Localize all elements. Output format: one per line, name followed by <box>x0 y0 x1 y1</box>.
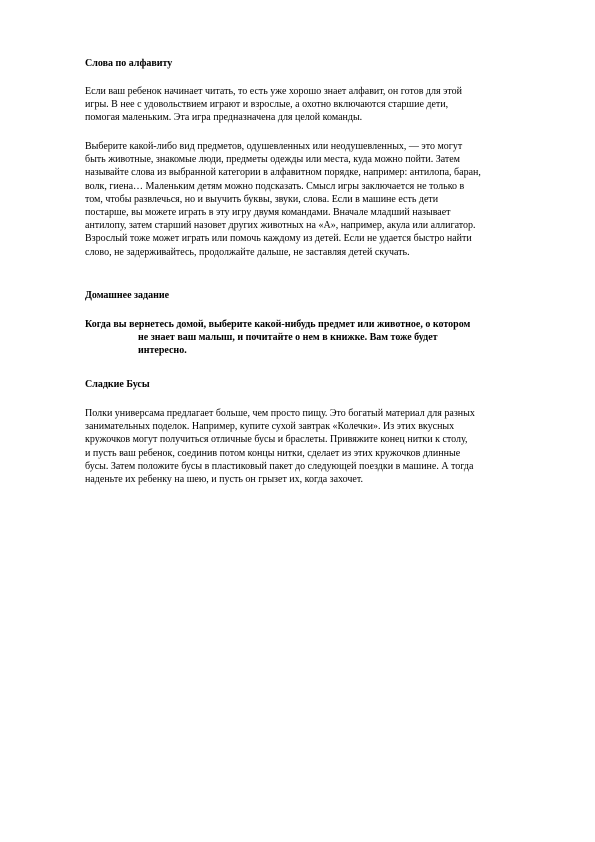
paragraph-line: интересно. <box>138 345 187 357</box>
section-title-sweet-beads: Сладкие Бусы <box>85 379 150 390</box>
paragraph-line: Взрослый тоже может играть или помочь каждому из детей. Если не удается быстро найти <box>85 233 472 245</box>
paragraph-line: кружочков могут получиться отличные бусы и браслеты. Привяжите конец нитки к столу, <box>85 434 468 446</box>
paragraph-line: слово, не задерживайтесь, продолжайте дальше, не заставляя детей скучать. <box>85 246 410 258</box>
paragraph-line: Полки универсама предлагает больше, чем просто пищу. Это богатый материал для разных <box>85 408 475 419</box>
paragraph-line: Выберите какой-либо вид предметов, одушевленных или неодушевленных, — это могут <box>85 141 463 152</box>
paragraph-line: быть животные, знакомые люди, предметы одежды или места, куда можно пойти. Затем <box>85 154 461 166</box>
paragraph-sweet-beads <box>85 407 557 486</box>
paragraph-line: Если ваш ребенок начинает читать, то есть уже хорошо знает алфавит, он готов для этой <box>85 86 462 97</box>
section-title-alphabet-words: Слова по алфавиту <box>85 58 173 69</box>
paragraph-line: Когда вы вернетесь домой, выберите какой-нибудь предмет или животное, о котором <box>85 319 471 330</box>
paragraph-rules <box>85 140 557 259</box>
paragraph-line: том, чтобы развлечься, но и выучить буквы, звуки, слова. Если в машине есть дети <box>85 193 439 205</box>
paragraph-line: постарше, вы можете играть в эту игру двумя командами. Вначале младший называет <box>85 207 451 219</box>
paragraph-line: и пусть ваш ребенок, соединив потом концы нитки, сделает из этих кружочков длинные <box>85 447 461 459</box>
paragraph-line: бусы. Затем положите бусы в пластиковый пакет до следующей поездки в машине. А тогда <box>85 460 474 472</box>
paragraph-line: помогая маленьким. Эта игра предназначена для целой команды. <box>85 112 363 124</box>
paragraph-line: не знает ваш малыш, и почитайте о нем в книжке. Вам тоже будет <box>138 332 438 344</box>
paragraph-line: называйте слова из выбранной категории в алфавитном порядке, например: антилопа, баран, <box>85 167 481 179</box>
paragraph-line: антилопу, затем старший назовет других животных на «А», например, акула или аллигатор. <box>85 220 476 232</box>
paragraph-line: занимательных поделок. Например, купите сухой завтрак «Колечки». Из этих вкусных <box>85 421 455 433</box>
section-title-homework: Домашнее задание <box>85 290 170 301</box>
paragraph-line: наденьте их ребенку на шею, и пусть он грызет их, когда захочет. <box>85 474 363 486</box>
paragraph-homework <box>85 318 557 358</box>
paragraph-intro <box>85 85 557 125</box>
paragraph-line: волк, гиена… Маленьким детям можно подсказать. Смысл игры заключается не только в <box>85 180 465 192</box>
paragraph-line: игры. В нее с удовольствием играют и взрослые, а охотно включаются старшие дети, <box>85 99 449 111</box>
